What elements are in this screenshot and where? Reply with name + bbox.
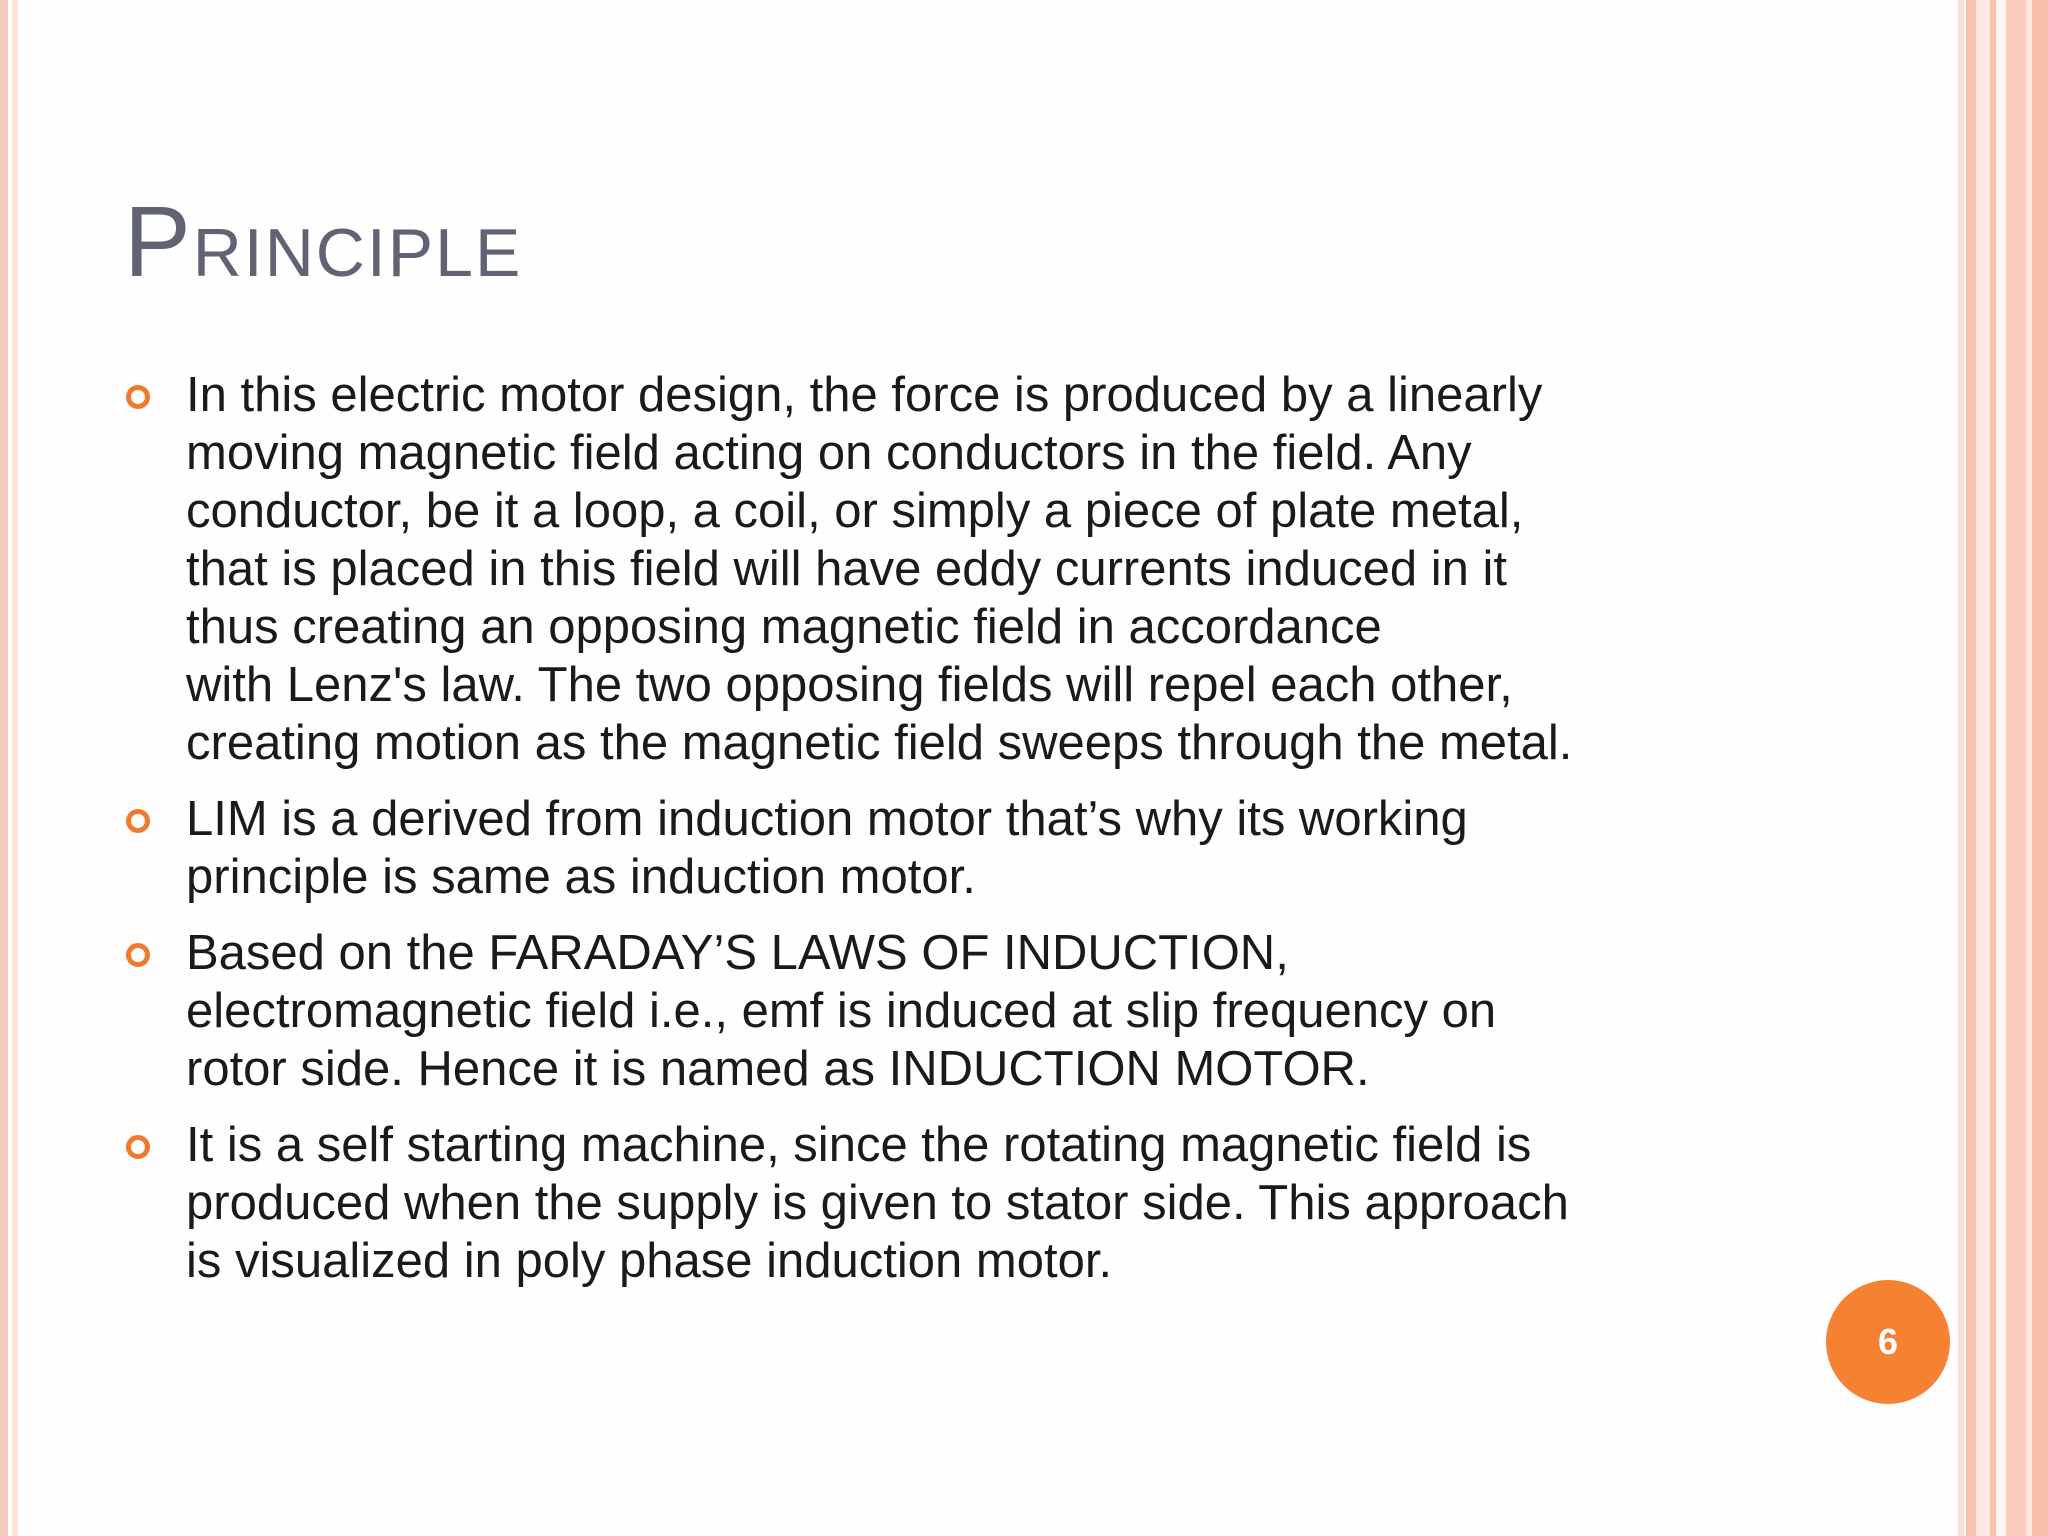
slide-title bbox=[124, 186, 523, 298]
right-stripe bbox=[1966, 0, 1976, 1536]
title-rest: RINCIPLE bbox=[192, 215, 523, 291]
bullet-text: It is a self starting machine, since the rotating magnetic field is produced when the supply is given to stator side. This approach is visualized in poly phase induction motor. bbox=[186, 1118, 1569, 1288]
bullet-text: LIM is a derived from induction motor that’s why its working principle is same as induction motor. bbox=[186, 792, 1468, 904]
right-stripe bbox=[2006, 0, 2026, 1536]
right-stripe bbox=[1958, 0, 1964, 1536]
title-initial: P bbox=[124, 186, 193, 298]
hollow-circle-icon bbox=[126, 809, 150, 833]
right-stripe bbox=[2032, 0, 2048, 1536]
bullet-text: Based on the FARADAY’S LAWS OF INDUCTION, electromagnetic field i.e., emf is induced at slip frequency on rotor side. Hence it is named as INDUCTION MOTOR. bbox=[186, 926, 1497, 1096]
left-border bbox=[0, 0, 8, 1536]
bullet-text: In this electric motor design, the force is produced by a linearly moving magnetic field acting on conductors in the field. Any conductor, be it a loop, a coil, or simply a piece of plate metal, that is placed in this field will have eddy currents induced in it thus creating an opposing magnetic field in accordance with Lenz's law. The two opposing fields will repel each other, creating motion as the magnetic field sweeps through the metal. bbox=[186, 368, 1573, 770]
hollow-circle-icon bbox=[126, 1135, 150, 1159]
right-stripe bbox=[1996, 0, 2006, 1536]
page-number-badge: 6 bbox=[1826, 1280, 1950, 1404]
bullet-item bbox=[124, 790, 1744, 906]
bullet-item bbox=[124, 924, 1744, 1098]
bullet-item bbox=[124, 366, 1744, 772]
right-stripe bbox=[1976, 0, 1990, 1536]
hollow-circle-icon bbox=[126, 943, 150, 967]
left-border-inner bbox=[12, 0, 18, 1536]
bullet-list bbox=[124, 366, 1744, 1308]
bullet-item bbox=[124, 1116, 1744, 1290]
hollow-circle-icon bbox=[126, 385, 150, 409]
